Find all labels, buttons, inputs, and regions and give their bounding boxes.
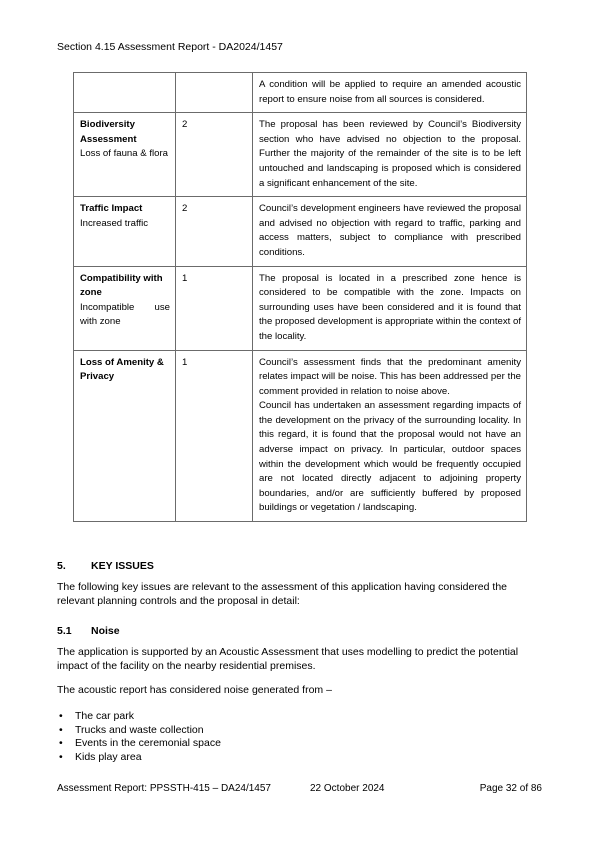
list-item: • Kids play area	[57, 751, 221, 765]
risk-subcategory: Incompatible use with zone	[80, 301, 170, 328]
comment-paragraph: A condition will be applied to require an amended acoustic report to ensure noise from all sources is considered.	[259, 79, 521, 105]
noise-paragraph-2: The acoustic report has considered noise generated from –	[57, 684, 332, 696]
comment-paragraph: Council has undertaken an assessment regarding impacts of the development on the privacy of the surrounding locality. In this regard, it is found that the proposal would not have an adverse impact on privacy. In particular, outdoor spaces within the development which would be frequently occupied are not located directly adjacent to adjoining property boundaries, and/or are sufficiently buffered by proposed buildings or vegetation / landscaping.	[259, 400, 521, 514]
assessment-comment	[253, 197, 527, 266]
page-header: Section 4.15 Assessment Report - DA2024/1457	[57, 41, 283, 53]
noise-sources-list	[57, 710, 221, 764]
risk-subcategory: Increased traffic	[80, 217, 149, 229]
risk-rating: 2	[176, 197, 253, 266]
comment-paragraph: Council’s assessment finds that the predominant amenity relates impact will be noise. This has been addressed per the comment provided in relation to noise above.	[259, 356, 521, 397]
risk-category-cell	[74, 113, 176, 197]
table-body	[74, 73, 527, 522]
assessment-comment	[253, 350, 527, 522]
comment-paragraph: Council’s development engineers have reviewed the proposal and advised no objection with regard to traffic, parking and access matters, subject to compliance with prescribed conditions.	[259, 203, 521, 258]
risk-rating	[176, 73, 253, 113]
section-number: 5.1	[57, 625, 72, 637]
risk-category-cell	[74, 197, 176, 266]
risk-category: Loss of Amenity & Privacy	[80, 356, 164, 383]
risk-category-cell	[74, 73, 176, 113]
section-5-heading	[57, 560, 154, 572]
risk-rating: 1	[176, 266, 253, 350]
table-row	[74, 266, 527, 350]
section-number: 5.	[57, 560, 66, 572]
risk-rating: 2	[176, 113, 253, 197]
risk-rating: 1	[176, 350, 253, 522]
noise-paragraph-1: The application is supported by an Acoustic Assessment that uses modelling to predict the potential impact of the facility on the nearby residential premises.	[57, 646, 519, 672]
footer-date: 22 October 2024	[310, 783, 385, 794]
risk-category: Traffic Impact	[80, 203, 143, 215]
section-5-1-heading	[57, 625, 120, 637]
list-item: • The car park	[57, 710, 221, 724]
risk-category: Biodiversity Assessment	[80, 119, 137, 145]
risk-category: Compatibility with zone	[80, 272, 163, 299]
list-item: • Events in the ceremonial space	[57, 737, 221, 751]
risk-category-cell	[74, 350, 176, 522]
section-5-intro: The following key issues are relevant to the assessment of this application having considered the relevant planning controls and the proposal in detail:	[57, 581, 508, 607]
section-title: Noise	[91, 625, 120, 637]
assessment-comment	[253, 266, 527, 350]
table-row	[74, 350, 527, 522]
footer-report-ref: Assessment Report: PPSSTH-415 – DA24/1457	[57, 783, 271, 794]
table-row	[74, 197, 527, 266]
assessment-comment	[253, 73, 527, 113]
list-item: • Trucks and waste collection	[57, 724, 221, 738]
footer-page-number: Page 32 of 86	[479, 783, 542, 794]
comment-paragraph: The proposal has been reviewed by Council’s Biodiversity section who have advised no objection to the proposal. Further the majority of the remainder of the site is to be left untouched and landscaping is proposed which is considered a significant enhancement of the site.	[259, 119, 521, 189]
table-row	[74, 113, 527, 197]
section-title: KEY ISSUES	[91, 560, 154, 572]
risk-category-cell	[74, 266, 176, 350]
comment-paragraph: The proposal is located in a prescribed zone hence is considered to be compatible with the zone. Impacts on surrounding uses have been considered and it is found that the proposed development is appropriate within the context of the locality.	[259, 272, 521, 342]
assessment-comment	[253, 113, 527, 197]
impact-assessment-table	[73, 72, 527, 522]
risk-subcategory: Loss of fauna & flora	[80, 148, 168, 160]
table-row	[74, 73, 527, 113]
